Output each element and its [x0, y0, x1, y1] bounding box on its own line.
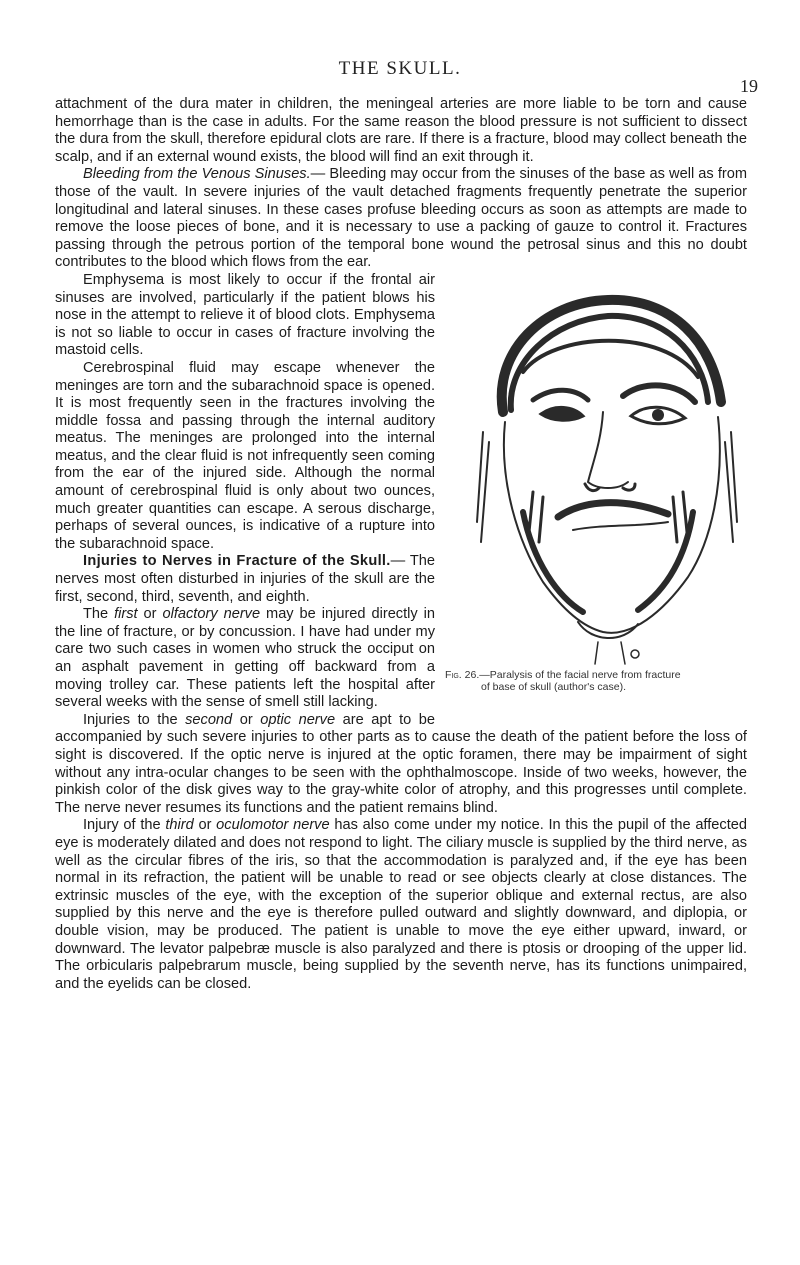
- paragraph: attachment of the dura mater in children, the meningeal arteries are more liable to be torn and cause hemorrhage than is the case in adults. For the same reason the blood pressure is not sufficient to dissect the dura from the skull, therefore epidural clots are rare. If there is a fracture, blood may collect beneath the scalp, and if an external wound exists, the blood will find an exit through it.: [55, 96, 747, 165]
- figure-caption: Fig. 26.—Paralysis of the facial nerve from fracture of base of skull (author's case).: [445, 668, 681, 693]
- paragraph: The first or olfactory nerve may be injured directly in the line of fracture, or by concussion. I have had under my care two such cases in women who struck the occiput on an asphalt pavement in getting off backward from a moving trolley car. These patients left the hospital after several weeks with the sense of smell still lacking.: [55, 606, 435, 711]
- paragraph: Emphysema is most likely to occur if the frontal air sinuses are involved, particularly if the patient blows his nose in the attempt to relieve it of blood clots. Emphysema is not so liable to occur in cases of fracture involving the mastoid cells.: [55, 271, 435, 359]
- facial-paralysis-illustration: [463, 292, 745, 667]
- figure: [445, 272, 757, 726]
- section-title: Bleeding from the Venous Sinuses.: [83, 166, 311, 183]
- paragraph: Injuries to Nerves in Fracture of the Skull.— The nerves most often disturbed in injuries of the skull are the first, second, third, seventh, and eighth.: [55, 553, 435, 605]
- body-text: [55, 96, 747, 993]
- section-heading: Injuries to Nerves in Fracture of the Skull.: [83, 553, 391, 570]
- paragraph: Cerebrospinal fluid may escape whenever the meninges are torn and the subarachnoid space is opened. It is most frequently seen in the fractures involving the middle fossa and passing through the internal auditory meatus. The meninges are prolonged into the internal meatus, and the clear fluid is not infrequently seen coming from the ear of the injured side. Although the normal amount of cerebrospinal fluid is only about two ounces, much greater quantities can escape. A serous discharge, perhaps of several ounces, is indicative of a rupture into the subarachnoid space.: [55, 359, 435, 552]
- figure-number: Fig. 26.: [445, 668, 480, 681]
- paragraph: Injury of the third or oculomotor nerve has also come under my notice. In this the pupil of the affected eye is moderately dilated and does not respond to light. The ciliary muscle is supplied by the third nerve, as well as the circular fibres of the iris, so that the accommodation is paralyzed and, if the eye has been normal in its refraction, the patient will be unable to read or see objects clearly at close distances. The extrinsic muscles of the eye, with the exception of the superior oblique and external rectus, are also supplied by this nerve and the eye is therefore pulled outward and slightly downward, and diplopia, or double vision, may be produced. The patient is unable to move the eye either upward, inward, or downward. The levator palpebræ muscle is also paralyzed and there is ptosis or drooping of the upper lid. The orbicularis palpebrarum muscle, being supplied by the seventh nerve, has its functions unimpaired, and the eyelids can be closed.: [55, 817, 747, 992]
- paragraph: Bleeding from the Venous Sinuses.— Bleeding may occur from the sinuses of the base as well as from those of the vault. In severe injuries of the vault detached fragments frequently penetrate the superior longitudinal and lateral sinuses. In these cases profuse bleeding occurs as soon as attempts are made to remove the loose pieces of bone, and it is necessary to use a packing of gauze to control it. Fractures passing through the petrous portion of the temporal bone wound the petrosal sinus and this no doubt contributes to the blood which flows from the ear.: [55, 166, 748, 271]
- page-number: 19: [740, 76, 758, 96]
- paragraph: Injuries to the second or optic nerve are apt to be accompanied by such severe injuries to other parts as to cause the death of the patient before the loss of sight is discovered. If the optic nerve is injured at the optic foramen, there may be impairment of sight without any intra-ocular changes to be seen with the ophthalmoscope. Inside of two weeks, however, the pinkish color of the disk gives way to the gray-white color of atrophy, and this progresses until complete. The nerve never resumes its functions and the patient remains blind.: [55, 711, 747, 816]
- running-head: THE SKULL.: [338, 58, 462, 79]
